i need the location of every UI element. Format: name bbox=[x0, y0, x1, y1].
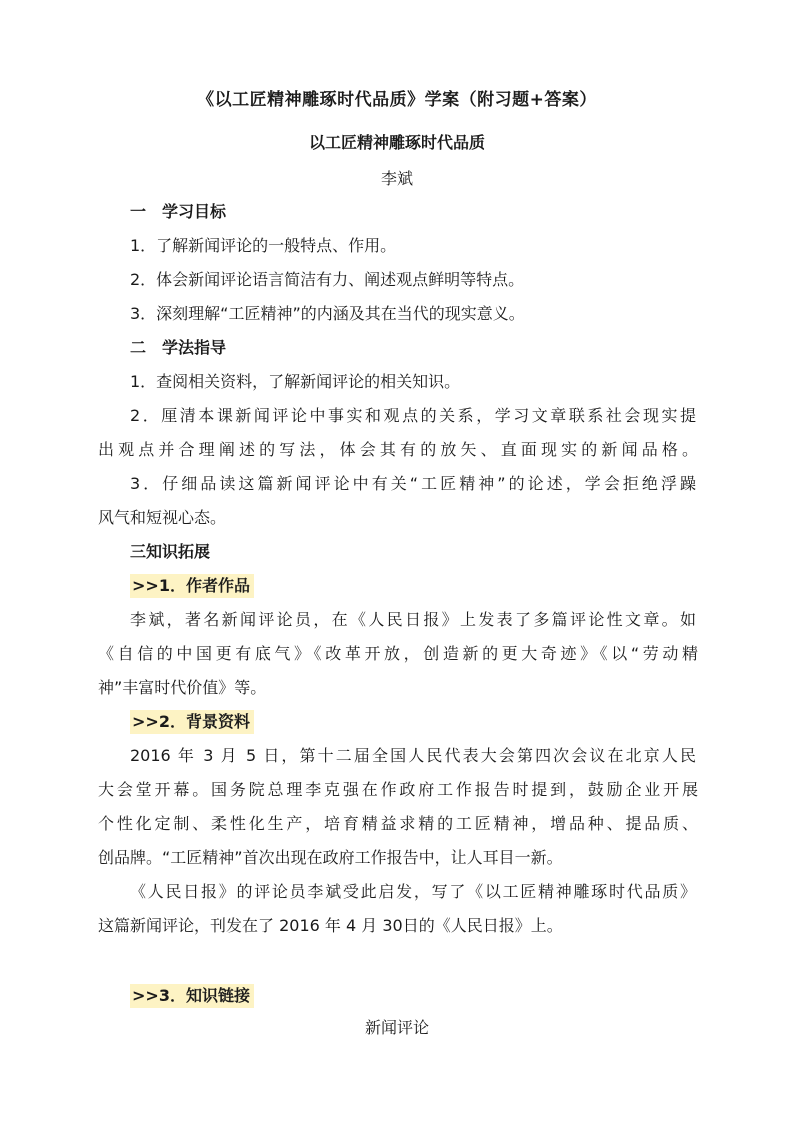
knowledge-link-heading: 新闻评论 bbox=[364, 1018, 429, 1037]
main-title: 《以工匠精神雕琢时代品质》学案（附习题+答案） bbox=[197, 90, 597, 110]
background-paragraph-line4: 创品牌。“工匠精神”首次出现在政府工作报告中，让人耳目一新。 bbox=[98, 848, 563, 867]
subsection-background bbox=[130, 712, 730, 732]
subsection-knowledge-link bbox=[130, 986, 730, 1006]
background-paragraph2-line2: 这篇新闻评论，刊发在了 2016 年 4 月 30日的《人民日报》上。 bbox=[98, 916, 563, 935]
section2-item-1: 1．查阅相关资料，了解新闻评论的相关知识。 bbox=[130, 372, 461, 391]
section2-item-2-line2: 出观点并合理阐述的写法，体会其有的放矢、直面现实的新闻品格。 bbox=[98, 440, 698, 459]
section2-item-2-line1: 2．厘清本课新闻评论中事实和观点的关系，学习文章联系社会现实提 bbox=[130, 406, 696, 425]
author-paragraph-line3: 神”丰富时代价值》等。 bbox=[98, 678, 267, 697]
author-name: 李斌 bbox=[380, 169, 413, 188]
highlight-label: >>2．背景资料 bbox=[130, 710, 254, 734]
highlight-label: >>3．知识链接 bbox=[130, 984, 254, 1008]
section1-item-1: 1．了解新闻评论的一般特点、作用。 bbox=[130, 236, 397, 255]
subsection-author-works bbox=[130, 576, 730, 596]
highlight-label: >>1．作者作品 bbox=[130, 574, 254, 598]
article-subtitle: 以工匠精神雕琢时代品质 bbox=[308, 133, 485, 152]
background-paragraph-line1: 2016 年 3 月 5 日，第十二届全国人民代表大会第四次会议在北京人民 bbox=[130, 746, 696, 765]
section1-item-2: 2．体会新闻评论语言简洁有力、阐述观点鲜明等特点。 bbox=[130, 270, 525, 289]
section1-item-3: 3．深刻理解“工匠精神”的内涵及其在当代的现实意义。 bbox=[130, 304, 525, 323]
author-paragraph-line2: 《自信的中国更有底气》《改革开放，创造新的更大奇迹》《以“劳动精 bbox=[98, 644, 698, 663]
section2-item-3-line1: 3．仔细品读这篇新闻评论中有关“工匠精神”的论述，学会拒绝浮躁 bbox=[130, 474, 696, 493]
author-paragraph-line1: 李斌，著名新闻评论员，在《人民日报》上发表了多篇评论性文章。如 bbox=[130, 610, 696, 629]
background-paragraph-line2: 大会堂开幕。国务院总理李克强在作政府工作报告时提到，鼓励企业开展 bbox=[98, 780, 698, 799]
background-paragraph2-line1: 《人民日报》的评论员李斌受此启发，写了《以工匠精神雕琢时代品质》 bbox=[130, 882, 696, 901]
section1-heading: 一 学习目标 bbox=[130, 202, 227, 221]
section2-heading: 二 学法指导 bbox=[130, 338, 227, 357]
section3-heading: 三知识拓展 bbox=[130, 542, 211, 561]
section2-item-3-line2: 风气和短视心态。 bbox=[98, 508, 227, 527]
background-paragraph-line3: 个性化定制、柔性化生产，培育精益求精的工匠精神，增品种、提品质、 bbox=[98, 814, 698, 833]
